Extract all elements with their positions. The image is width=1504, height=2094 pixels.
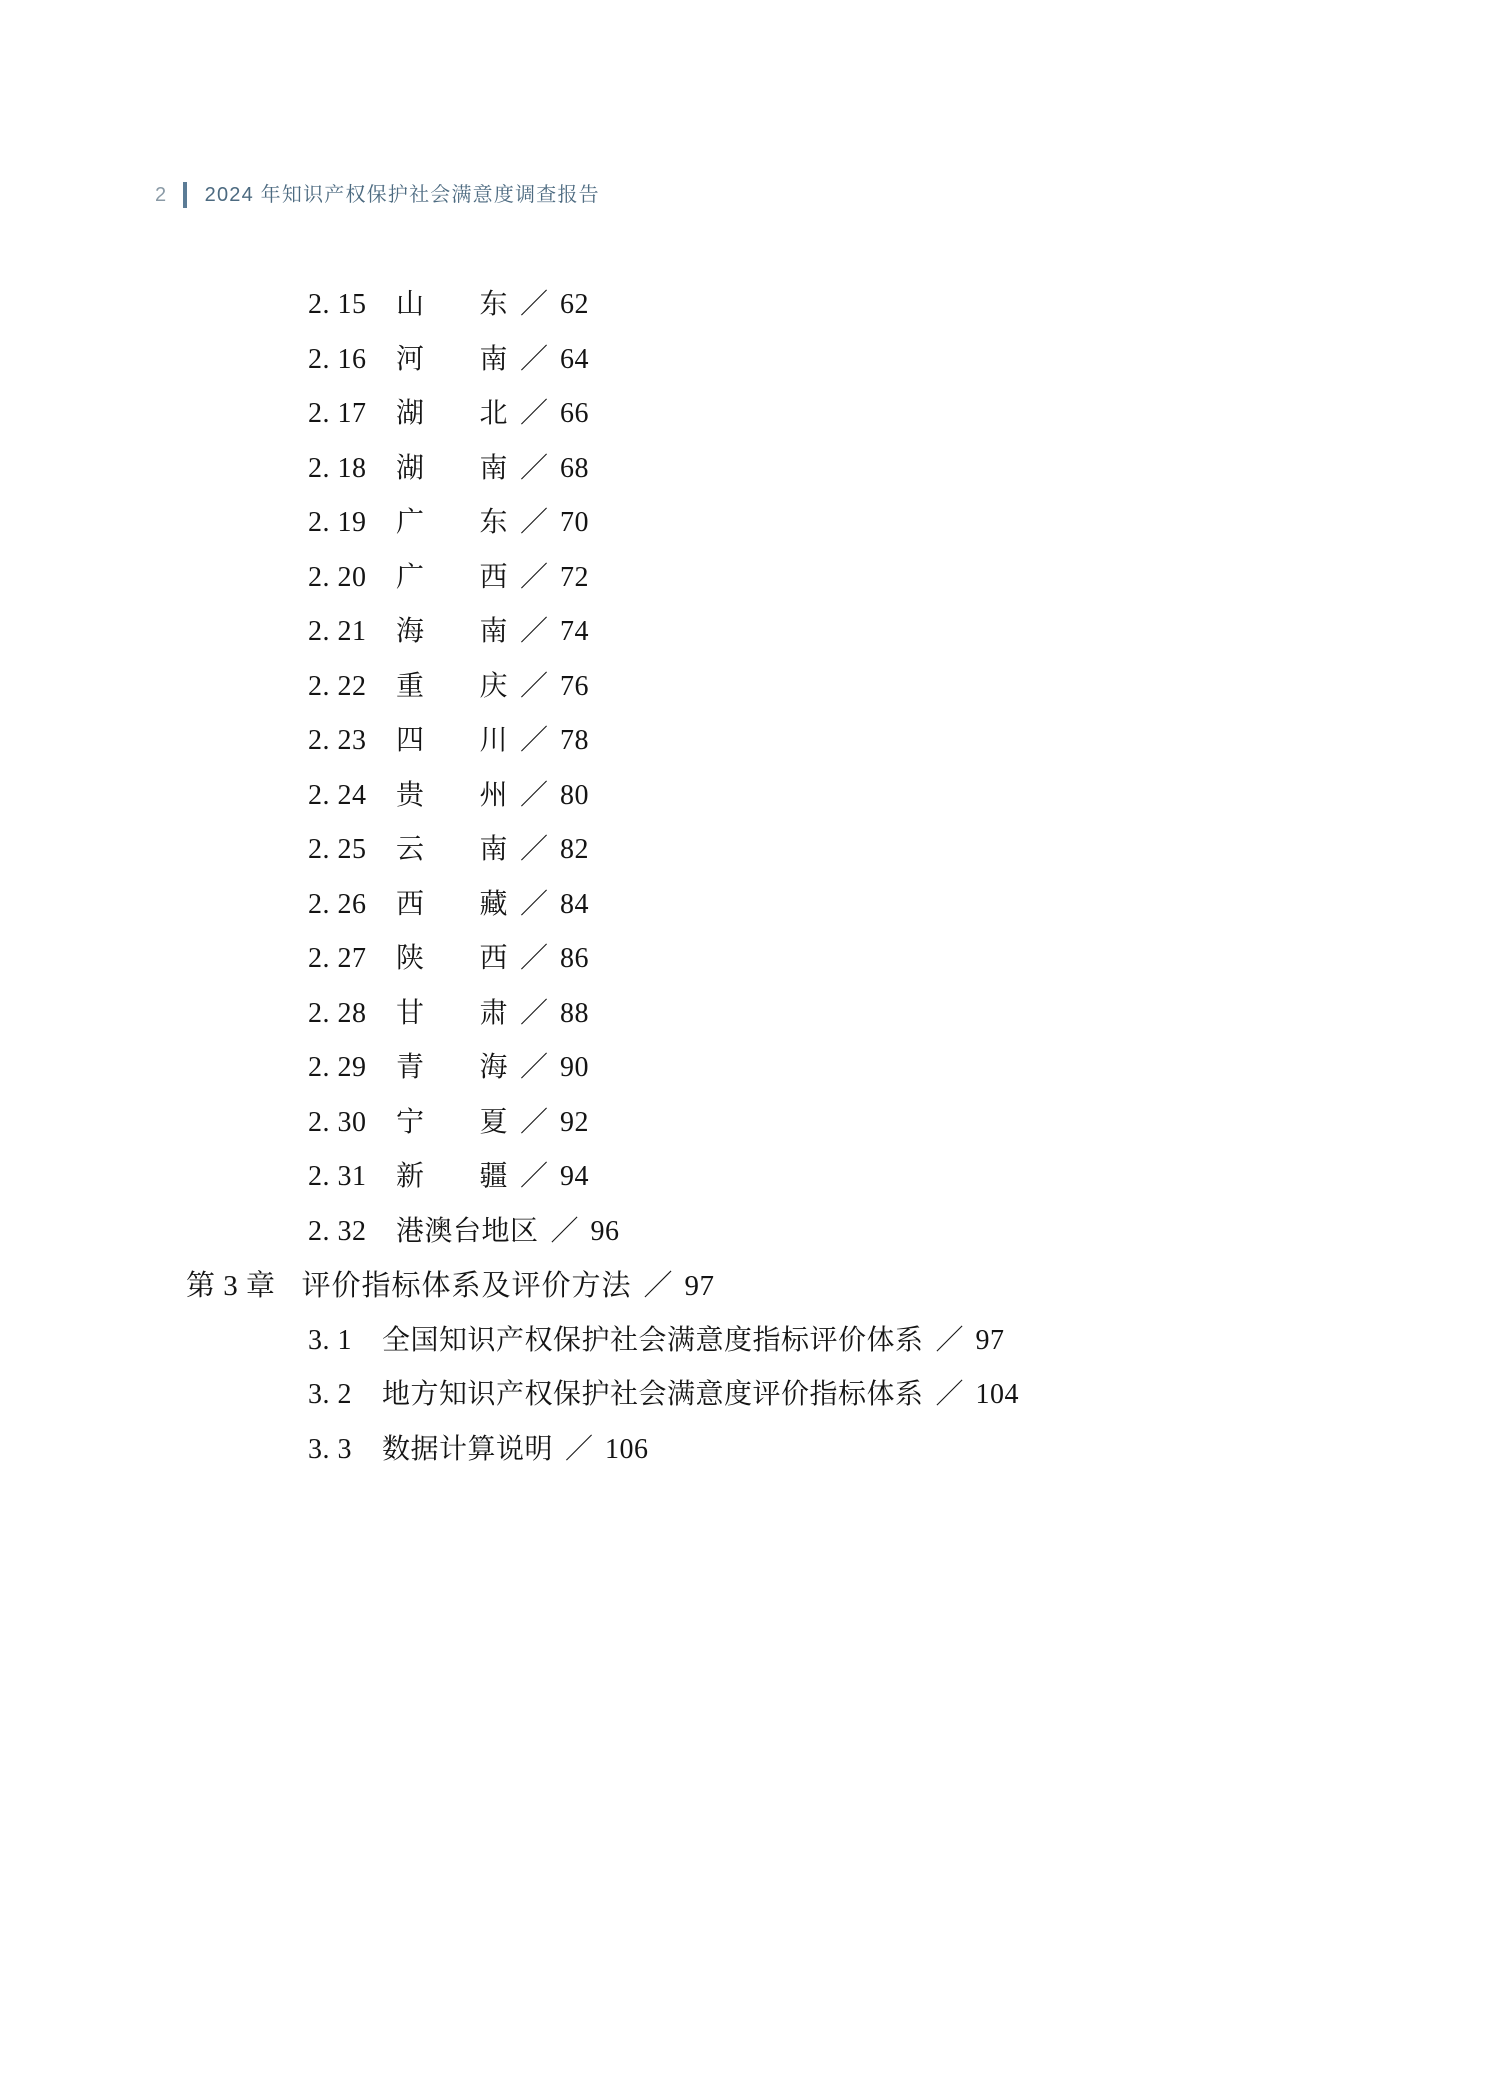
toc-entry-page: 106	[605, 1433, 649, 1465]
toc-entry-separator: ／	[520, 779, 549, 811]
toc-entry-separator: ／	[520, 1052, 549, 1083]
toc-entry[interactable]	[186, 333, 1326, 388]
toc-entry[interactable]	[186, 551, 1326, 606]
toc-entry-page: 68	[560, 452, 590, 484]
toc-entry-page: 97	[975, 1324, 1005, 1356]
toc-entry-separator: ／	[520, 343, 549, 375]
toc-entry-number: 2. 15	[308, 289, 367, 320]
toc-entry-title: 数据计算说明	[382, 1433, 554, 1465]
toc-entry-title: 新 疆	[396, 1161, 508, 1192]
toc-entry-number: 2. 25	[308, 834, 367, 865]
toc-entry-separator: ／	[550, 1215, 579, 1247]
toc-entry-page: 92	[560, 1106, 590, 1138]
toc-entry-title: 宁 夏	[396, 1106, 508, 1138]
toc-entry-title: 全国知识产权保护社会满意度指标评价体系	[382, 1324, 924, 1356]
toc-entry-title: 河 南	[396, 343, 508, 375]
toc-entry-number: 2. 18	[308, 452, 367, 484]
toc-entry-separator: ／	[565, 1433, 594, 1465]
toc-entry[interactable]	[186, 714, 1326, 769]
toc-entry-page: 70	[560, 507, 590, 538]
toc-entry[interactable]	[186, 1423, 1326, 1478]
toc-entry-number: 2. 27	[308, 943, 367, 974]
toc-entry[interactable]	[186, 823, 1326, 878]
toc-entry-title: 海 南	[396, 616, 508, 647]
toc-entry-title: 港澳台地区	[396, 1215, 539, 1247]
toc-entry-page: 64	[560, 343, 590, 375]
toc-entry-number: 2. 30	[308, 1106, 367, 1138]
page-number: 2	[155, 184, 167, 206]
toc-entry-page: 86	[560, 943, 590, 974]
toc-entry-separator: ／	[643, 1270, 673, 1302]
toc-entry-separator: ／	[935, 1324, 964, 1356]
toc-entry-number: 2. 21	[308, 616, 367, 647]
toc-entry-title: 广 西	[396, 561, 508, 593]
toc-entry-title: 甘 肃	[396, 997, 508, 1029]
toc-entry[interactable]	[186, 1205, 1326, 1260]
toc-entry-page: 76	[560, 670, 590, 702]
toc-entry-number: 2. 23	[308, 725, 367, 756]
toc-entry-separator: ／	[520, 289, 549, 320]
toc-entry[interactable]	[186, 1314, 1326, 1369]
toc-entry-page: 62	[560, 289, 590, 320]
toc-entry-title: 湖 北	[396, 398, 508, 429]
toc-entry-title: 云 南	[396, 834, 508, 865]
toc-entry-title: 西 藏	[396, 888, 508, 920]
toc-entry-page: 96	[590, 1215, 620, 1247]
toc-entry[interactable]	[186, 769, 1326, 824]
toc-entry-title: 重 庆	[396, 670, 508, 702]
toc-entry[interactable]	[186, 1096, 1326, 1151]
toc-entry[interactable]	[186, 1368, 1326, 1423]
toc-entry-page: 82	[560, 834, 590, 865]
toc-entry[interactable]	[186, 878, 1326, 933]
toc-entry-title: 陕 西	[396, 943, 508, 974]
toc-entry-separator: ／	[935, 1379, 964, 1410]
toc-entry-number: 3. 1	[308, 1324, 352, 1356]
toc-entry[interactable]	[186, 278, 1326, 333]
toc-entry-page: 90	[560, 1052, 590, 1083]
toc-entry-number: 2. 17	[308, 398, 367, 429]
document-title: 2024 年知识产权保护社会满意度调查报告	[204, 184, 600, 206]
toc-entry-page: 78	[560, 725, 590, 756]
toc-entry-separator: ／	[520, 507, 549, 538]
toc-entry-page: 88	[560, 997, 590, 1029]
toc-entry-title: 贵 州	[396, 779, 508, 811]
toc-entry-number: 2. 31	[308, 1161, 367, 1192]
toc-entry-separator: ／	[520, 670, 549, 702]
toc-entry[interactable]	[186, 987, 1326, 1042]
toc-entry-page: 66	[560, 398, 590, 429]
toc-entry-page: 94	[560, 1161, 590, 1192]
toc-entry-separator: ／	[520, 943, 549, 974]
toc-entry-separator: ／	[520, 561, 549, 593]
toc-entry-page: 104	[975, 1379, 1020, 1410]
toc-entry-separator: ／	[520, 616, 549, 647]
toc-entry-number: 2. 20	[308, 561, 367, 593]
toc-entry-separator: ／	[520, 1161, 549, 1192]
toc-entry[interactable]	[186, 387, 1326, 442]
running-header	[155, 182, 600, 208]
toc-entry-number: 第 3 章	[186, 1270, 276, 1302]
toc-entry[interactable]	[186, 932, 1326, 987]
toc-entry-number: 2. 26	[308, 888, 367, 920]
toc-entry-title: 广 东	[396, 507, 508, 538]
toc-entry-number: 2. 32	[308, 1215, 367, 1247]
toc-entry[interactable]	[186, 1150, 1326, 1205]
header-divider-rule	[183, 182, 187, 208]
table-of-contents	[186, 278, 1326, 1477]
toc-entry-separator: ／	[520, 834, 549, 865]
toc-entry-page: 84	[560, 888, 590, 920]
toc-entry-separator: ／	[520, 725, 549, 756]
toc-entry-number: 2. 28	[308, 997, 367, 1029]
toc-entry-number: 2. 19	[308, 507, 367, 538]
toc-entry-number: 3. 2	[308, 1379, 352, 1410]
toc-entry-title: 评价指标体系及评价方法	[301, 1270, 632, 1302]
toc-entry-title: 湖 南	[396, 452, 508, 484]
toc-entry-title: 山 东	[396, 289, 508, 320]
toc-entry-number: 2. 29	[308, 1052, 367, 1083]
toc-entry-page: 97	[684, 1270, 715, 1302]
toc-entry[interactable]	[186, 496, 1326, 551]
toc-entry-page: 80	[560, 779, 590, 811]
toc-entry-separator: ／	[520, 997, 549, 1029]
toc-entry[interactable]	[186, 442, 1326, 497]
toc-entry-page: 72	[560, 561, 590, 593]
toc-entry-number: 2. 16	[308, 343, 367, 375]
toc-entry[interactable]	[186, 1041, 1326, 1096]
toc-entry[interactable]	[186, 1259, 1326, 1314]
toc-entry-number: 2. 24	[308, 779, 367, 811]
toc-entry-separator: ／	[520, 452, 549, 484]
toc-entry-separator: ／	[520, 398, 549, 429]
toc-entry-number: 2. 22	[308, 670, 367, 702]
toc-entry-title: 青 海	[396, 1052, 508, 1083]
toc-entry[interactable]	[186, 605, 1326, 660]
toc-entry[interactable]	[186, 660, 1326, 715]
toc-entry-page: 74	[560, 616, 590, 647]
toc-entry-separator: ／	[520, 1106, 549, 1138]
toc-entry-number: 3. 3	[308, 1433, 352, 1465]
toc-entry-title: 四 川	[396, 725, 508, 756]
toc-entry-title: 地方知识产权保护社会满意度评价指标体系	[382, 1379, 924, 1410]
toc-entry-separator: ／	[520, 888, 549, 920]
